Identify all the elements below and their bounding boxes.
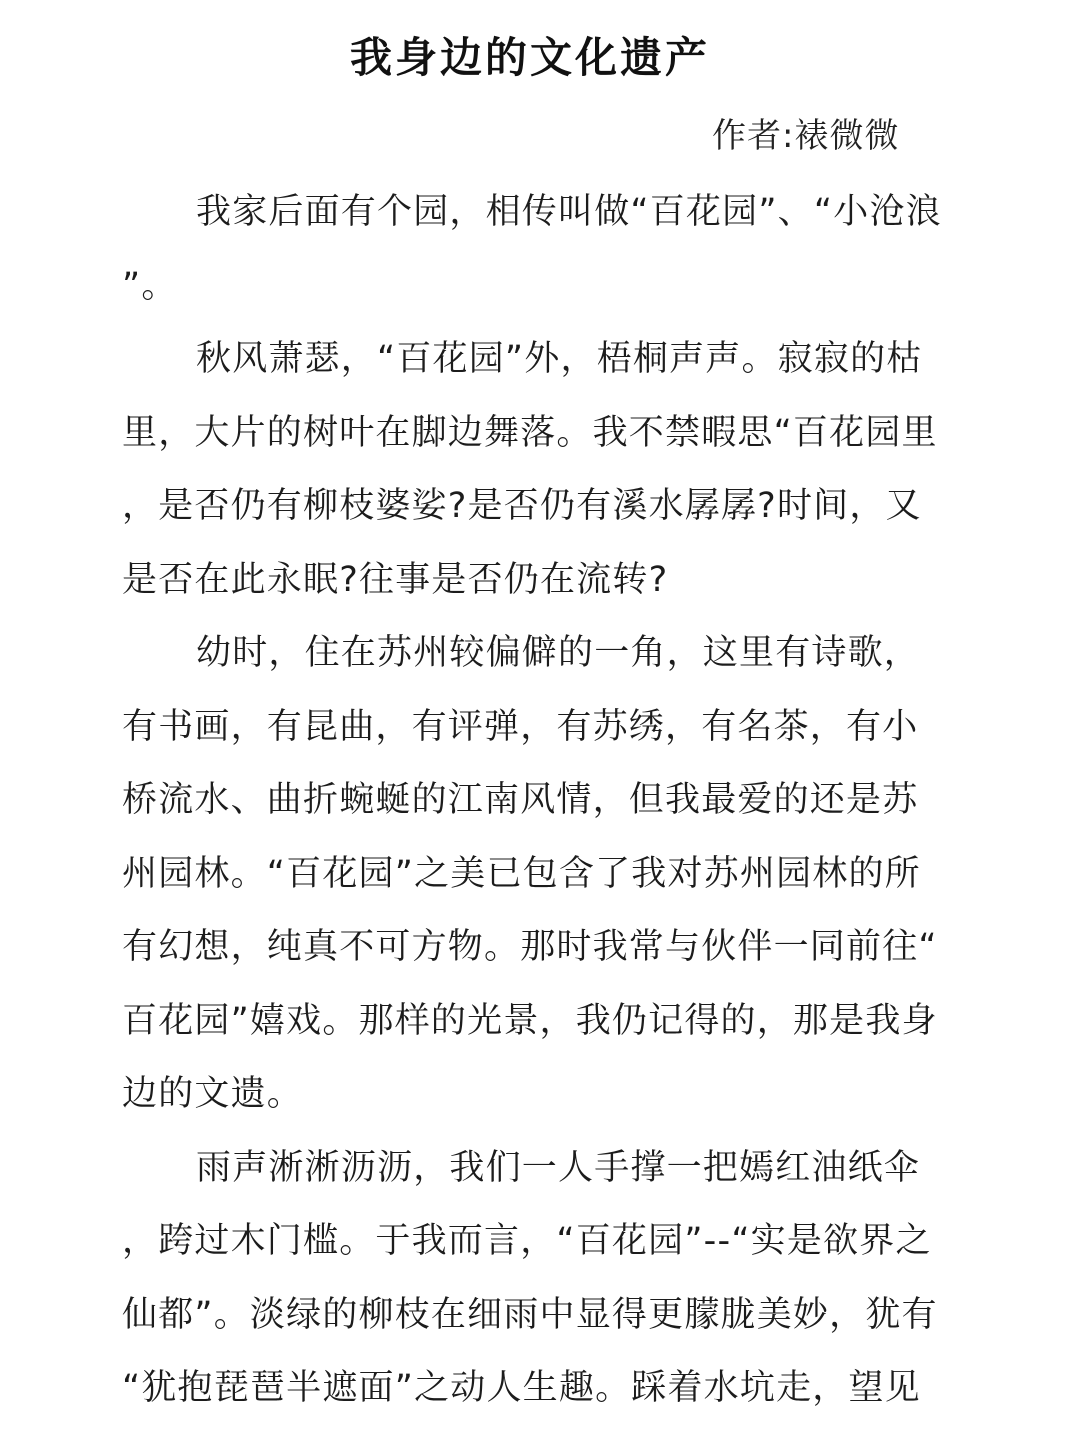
text-line: ，是否仍有柳枝婆娑?是否仍有溪水孱孱?时间，又	[122, 486, 922, 526]
text-line: 里，大片的树叶在脚边舞落。我不禁暇思“百花园里	[122, 412, 938, 453]
author-line: 作者:裱微微	[712, 116, 900, 156]
text-line: 有幻想，纯真不可方物。那时我常与伙伴一同前往“	[122, 927, 938, 967]
essay-body	[122, 176, 982, 1426]
text-line: 百花园”嬉戏。那样的光景，我仍记得的，那是我身	[122, 1000, 938, 1041]
text-line: ”。	[122, 265, 178, 306]
text-line: “犹抱琵琶半遮面”之动人生趣。踩着水坑走，望见	[122, 1368, 921, 1408]
text-line: 幼时，住在苏州较偏僻的一角，这里有诗歌，	[196, 633, 921, 673]
text-line: 秋风萧瑟，“百花园”外，梧桐声声。寂寂的枯	[196, 339, 923, 379]
text-line: 我家后面有个园，相传叫做“百花园”、“小沧浪	[196, 192, 942, 232]
text-line: 边的文遗。	[122, 1074, 304, 1114]
text-line: 雨声淅淅沥沥，我们一人手撑一把嫣红油纸伞	[196, 1147, 921, 1188]
text-line: ，跨过木门槛。于我而言，“百花园”--“实是欲界之	[122, 1221, 932, 1261]
text-line: 仙都”。淡绿的柳枝在细雨中显得更朦胧美妙，犹有	[122, 1294, 938, 1335]
text-line: 州园林。“百花园”之美已包含了我对苏州园林的所	[122, 853, 921, 894]
document-title: 我身边的文化遗产	[349, 33, 710, 82]
text-line: 是否在此永眠?往事是否仍在流转?	[122, 559, 669, 600]
text-line: 有书画，有昆曲，有评弹，有苏绣，有名茶，有小	[122, 706, 919, 747]
text-line: 桥流水、曲折蜿蜒的江南风情，但我最爱的还是苏	[122, 780, 919, 820]
